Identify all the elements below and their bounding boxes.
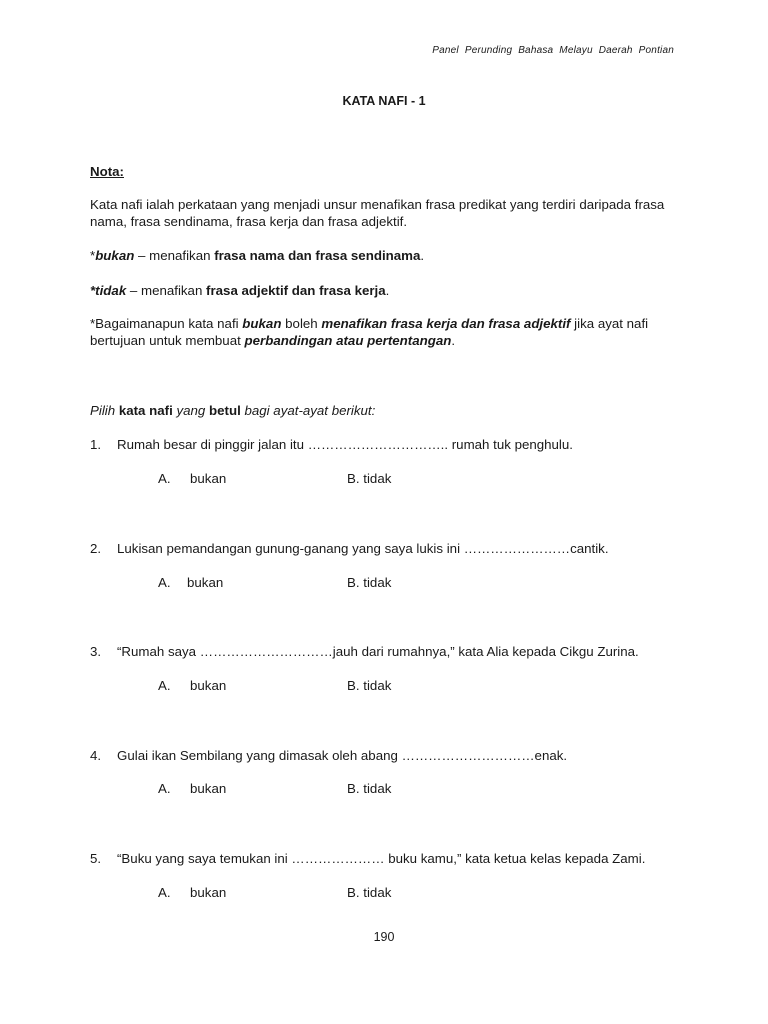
option-a[interactable]	[158, 884, 226, 901]
rule-tidak	[90, 282, 690, 299]
option-b[interactable]	[347, 677, 391, 694]
note-emphasis: menafikan frasa kerja dan frasa adjektif	[321, 316, 571, 331]
question-number: 3.	[90, 644, 102, 659]
rule-bukan-end: .	[420, 248, 425, 263]
rule-tidak-dash: – menafikan	[126, 283, 207, 298]
option-text: tidak	[363, 678, 392, 693]
option-letter: B.	[347, 781, 360, 796]
option-letter: A.	[158, 781, 171, 796]
option-text: bukan	[190, 678, 227, 693]
option-text: tidak	[363, 781, 392, 796]
question-text: “Buku yang saya temukan ini ………………… buku kamu,” kata ketua kelas kepada Zami.	[117, 851, 646, 866]
page-title: KATA NAFI - 1	[342, 94, 426, 108]
instruction-text: Pilih	[90, 403, 119, 418]
option-a[interactable]	[158, 677, 226, 694]
rule-bukan-word: bukan	[95, 248, 135, 263]
note-text: *Bagaimanapun kata nafi	[90, 316, 243, 331]
note-emphasis: bukan	[242, 316, 282, 331]
instruction-text: yang	[172, 403, 210, 418]
option-letter: A.	[158, 575, 171, 590]
option-a[interactable]	[158, 470, 226, 487]
option-a[interactable]	[158, 574, 223, 591]
option-a[interactable]	[158, 780, 226, 797]
option-letter: B.	[347, 678, 360, 693]
option-letter: B.	[347, 471, 360, 486]
nota-label: Nota:	[90, 164, 124, 179]
instruction-emphasis: betul	[209, 403, 241, 418]
note-text: .	[451, 333, 456, 348]
rule-bukan-target: frasa nama dan frasa sendinama	[214, 248, 421, 263]
option-letter: B.	[347, 885, 360, 900]
question-number: 1.	[90, 437, 102, 452]
intro-paragraph: Kata nafi ialah perkataan yang menjadi unsur menafikan frasa predikat yang terdiri daripada frasa nama, frasa sendinama, frasa kerja dan frasa adjektif.	[90, 197, 665, 229]
rule-bukan-dash: – menafikan	[134, 248, 215, 263]
instruction-text: bagi ayat-ayat berikut:	[240, 403, 376, 418]
rule-tidak-end: .	[385, 283, 390, 298]
question-text: Rumah besar di pinggir jalan itu ………………………….. rumah tuk penghulu.	[117, 437, 573, 452]
option-letter: A.	[158, 885, 171, 900]
option-text: bukan	[190, 471, 227, 486]
page-number: 190	[373, 930, 395, 944]
option-text: bukan	[187, 575, 224, 590]
question-text: Gulai ikan Sembilang yang dimasak oleh abang …………………………enak.	[117, 748, 568, 763]
option-text: tidak	[363, 471, 392, 486]
instruction	[90, 402, 690, 419]
rule-bukan	[90, 247, 690, 264]
option-text: bukan	[190, 885, 227, 900]
option-b[interactable]	[347, 470, 391, 487]
option-letter: A.	[158, 678, 171, 693]
note-emphasis: perbandingan atau pertentangan	[244, 333, 452, 348]
option-letter: B.	[347, 575, 360, 590]
page-header: Panel Perunding Bahasa Melayu Daerah Pontian	[432, 45, 674, 56]
rule-tidak-target: frasa adjektif dan frasa kerja	[206, 283, 386, 298]
question-text: Lukisan pemandangan gunung-ganang yang saya lukis ini ……………………cantik.	[117, 541, 609, 556]
option-b[interactable]	[347, 884, 391, 901]
question-number: 4.	[90, 748, 102, 763]
question-number: 5.	[90, 851, 102, 866]
option-text: bukan	[190, 781, 227, 796]
rule-tidak-word: *tidak	[90, 283, 127, 298]
option-letter: A.	[158, 471, 171, 486]
note-text: boleh	[281, 316, 322, 331]
option-text: tidak	[363, 885, 392, 900]
note-paragraph	[90, 315, 690, 349]
option-text: tidak	[363, 575, 392, 590]
rule-bukan-star: *	[90, 248, 96, 263]
option-b[interactable]	[347, 574, 391, 591]
instruction-emphasis: kata nafi	[118, 403, 173, 418]
question-number: 2.	[90, 541, 102, 556]
option-b[interactable]	[347, 780, 391, 797]
note-text: jika ayat nafi bertujuan untuk membuat	[90, 316, 649, 348]
question-text: “Rumah saya …………………………jauh dari rumahnya,” kata Alia kepada Cikgu Zurina.	[117, 644, 639, 659]
